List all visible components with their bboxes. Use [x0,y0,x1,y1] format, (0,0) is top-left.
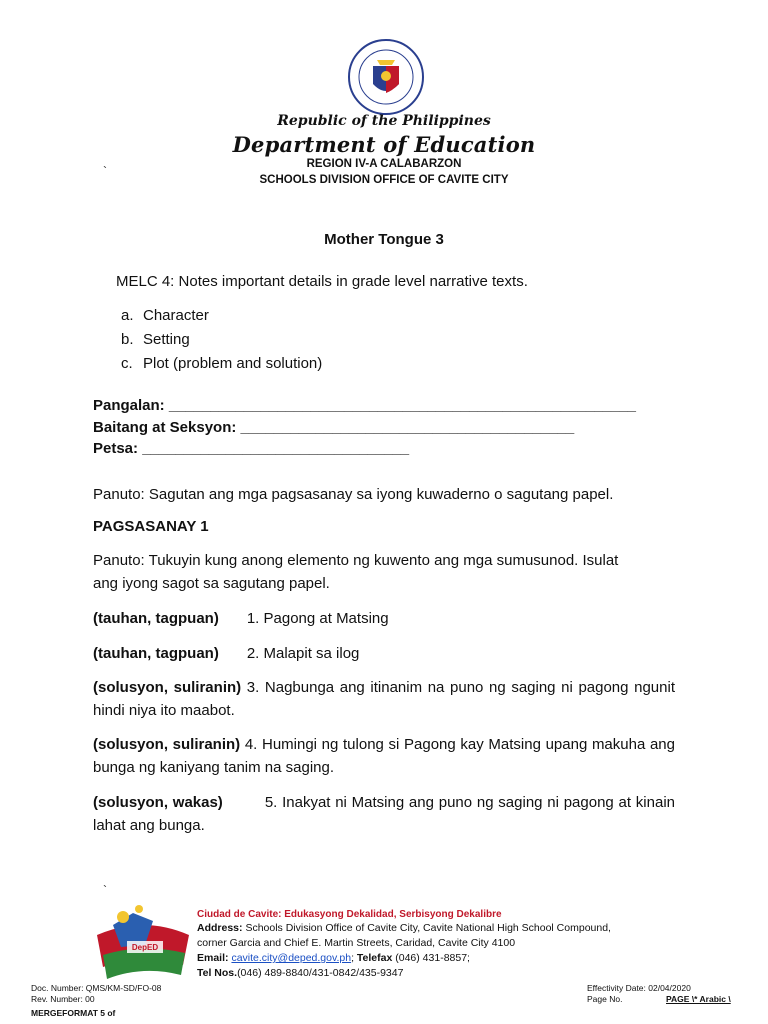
stray-mark: ` [103,883,107,897]
item-text: 1. Pagong at Matsing [246,610,389,627]
doc-number: Doc. Number: QMS/KM-SD/FO-08 [31,983,162,993]
footer-contact: Email: cavite.city@deped.gov.ph; Telefax (046) 431-8857; [197,952,470,964]
item-text: 5. Inakyat ni Matsing ang puno ng saging ni pagong at kinain lahat ang bunga. [93,794,675,834]
footer-address-line2: corner Garcia and Chief E. Martin Streets, Caridad, Cavite City 4100 [197,937,516,949]
item-choices: (solusyon, wakas) [93,794,223,811]
grade-section-field[interactable]: Baitang at Seksyon: ________________________________________ [93,419,575,436]
footer-motto: Ciudad de Cavite: Edukasyong Dekalidad, Serbisyong Dekalibre [197,909,502,920]
exercise-item [93,607,675,630]
name-field[interactable]: Pangalan: ________________________________________________________ [93,397,637,414]
objective-item: b. Setting [121,331,190,348]
deped-seal-icon [347,38,425,116]
item-choices: (solusyon, suliranin) [93,736,241,753]
footer-tel: Tel Nos.(046) 489-8840/431-0842/435-9347 [197,967,404,979]
date-field[interactable]: Petsa: ________________________________ [93,440,410,457]
exercise-title: PAGSASANAY 1 [93,518,209,535]
page-number-field: PAGE \* Arabic \ [666,994,731,1004]
rev-number: Rev. Number: 00 [31,994,95,1004]
republic-heading: Republic of the Philippines [277,113,491,129]
item-choices: (tauhan, tagpuan) [93,610,219,627]
svg-text:DepED: DepED [131,943,159,952]
footer-address-line1: Address: Schools Division Office of Cavite City, Cavite National High School Compound, [197,922,611,934]
department-heading: Department of Education [232,132,536,157]
subject-title: Mother Tongue 3 [324,231,444,248]
melc-text: MELC 4: Notes important details in grade level narrative texts. [116,273,528,290]
effectivity-date: Effectivity Date: 02/04/2020 [587,983,691,993]
item-choices: (solusyon, suliranin) [93,679,242,696]
mergeformat-field: MERGEFORMAT 5 of [31,1008,116,1018]
exercise-item [93,733,675,779]
exercise-item [93,642,675,665]
page-number-label: Page No. [587,994,623,1004]
item-text: 2. Malapit sa ilog [246,645,360,662]
objective-item: c. Plot (problem and solution) [121,355,323,372]
exercise-item [93,676,675,722]
item-text: 4. Humingi ng tulong si Pagong kay Matsing upang makuha ang bunga ng kaniyang tanim na saging. [93,736,675,776]
email-link[interactable]: cavite.city@deped.gov.ph [231,952,352,964]
objective-item: a. Character [121,307,209,324]
stray-mark: ` [103,164,107,178]
item-choices: (tauhan, tagpuan) [93,645,219,662]
item-text: 3. Nagbunga ang itinanim na puno ng saging ni pagong ngunit hindi niya ito maabot. [93,679,675,719]
deped-cavite-logo-icon [93,895,193,985]
exercise-item [93,791,675,837]
exercise-directions-line2: ang iyong sagot sa sagutang papel. [93,575,330,592]
division-label: SCHOOLS DIVISION OFFICE OF CAVITE CITY [259,174,509,186]
instructions: Panuto: Sagutan ang mga pagsasanay sa iyong kuwaderno o sagutang papel. [93,486,614,503]
region-label: REGION IV-A CALABARZON [306,158,462,170]
exercise-directions-line1: Panuto: Tukuyin kung anong elemento ng kuwento ang mga sumusunod. Isulat [93,552,619,569]
